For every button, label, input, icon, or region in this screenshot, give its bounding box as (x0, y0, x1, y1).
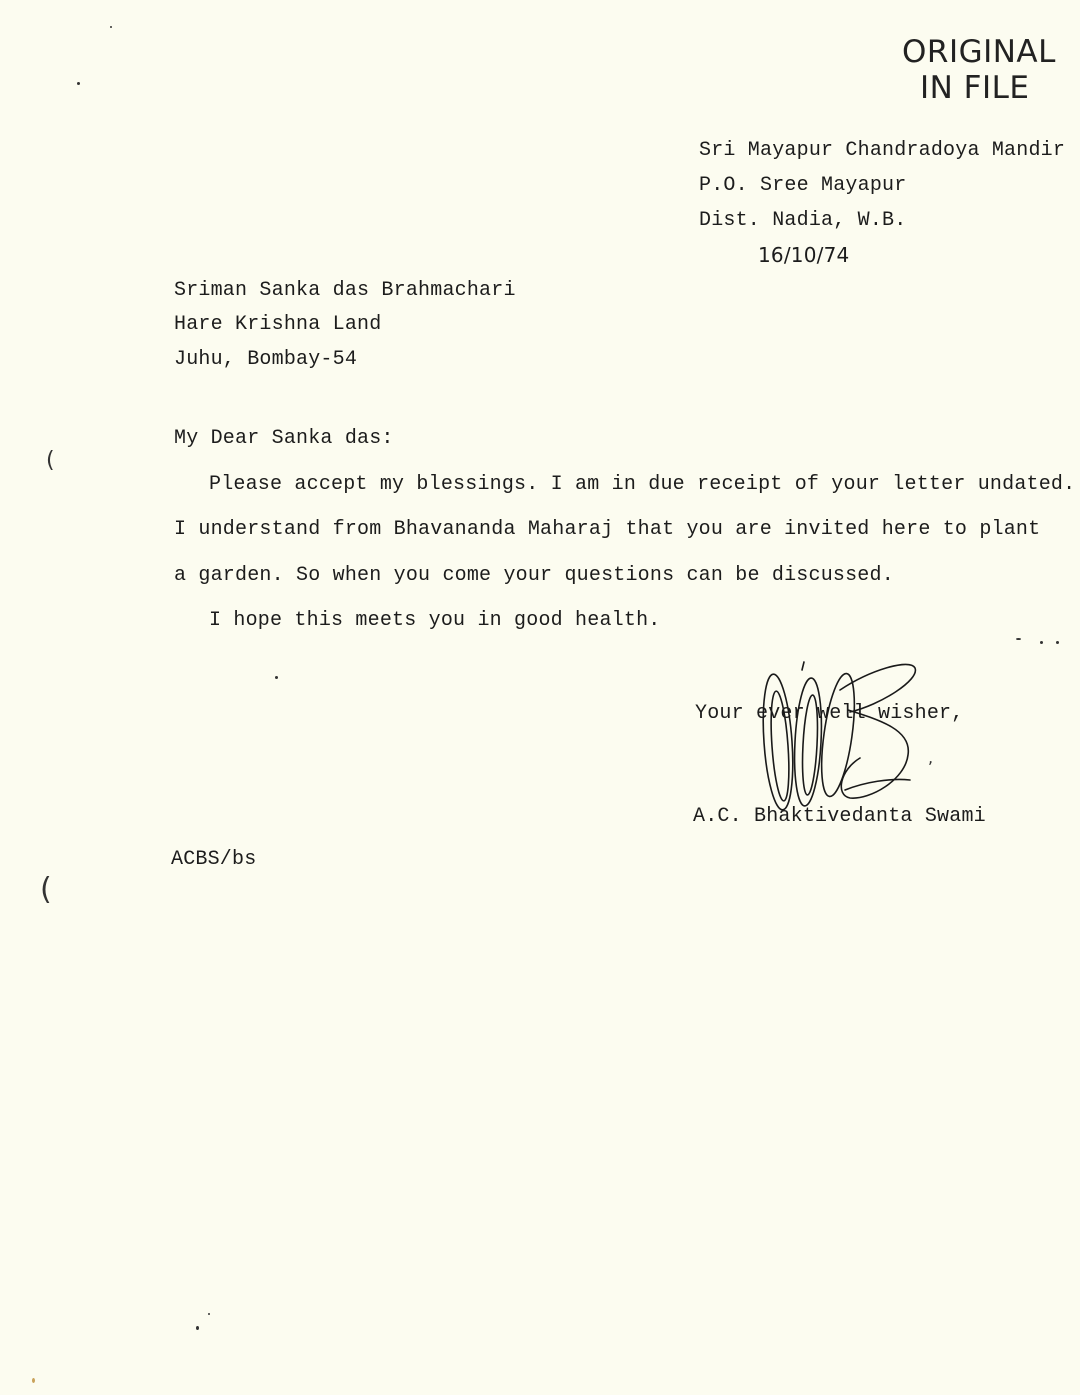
paper-speck (208, 1313, 210, 1315)
sender-address-line-1: Sri Mayapur Chandradoya Mandir (699, 139, 1066, 162)
stamp-line-1: ORIGINAL (902, 34, 1056, 70)
paper-speck (77, 82, 80, 85)
body-line-1: Please accept my blessings. I am in due receipt of your letter undated. (209, 473, 1076, 496)
sender-address-line-2: P.O. Sree Mayapur (699, 174, 907, 197)
letter-date: 16/10/74 (758, 243, 850, 267)
paper-speck (1016, 638, 1021, 640)
ink-mark: , (928, 748, 934, 767)
paper-speck (1040, 641, 1043, 644)
reference-initials: ACBS/bs (171, 848, 257, 871)
body-line-3: a garden. So when you come your questions can be discussed. (174, 564, 894, 587)
margin-mark-1: ( (46, 448, 55, 473)
recipient-address-line-3: Juhu, Bombay-54 (174, 348, 358, 371)
paper-speck (196, 1326, 199, 1330)
body-line-4: I hope this meets you in good health. (209, 609, 661, 632)
salutation: My Dear Sanka das: (174, 427, 394, 450)
handwritten-signature (740, 650, 970, 825)
paper-speck (275, 676, 278, 679)
sender-address-line-3: Dist. Nadia, W.B. (699, 209, 907, 232)
paper-speck (1056, 641, 1059, 644)
margin-mark-2: ( (40, 872, 52, 907)
signatory-name: A.C. Bhaktivedanta Swami (693, 805, 986, 828)
original-in-file-stamp (902, 34, 1056, 106)
recipient-address-line-2: Hare Krishna Land (174, 313, 382, 336)
closing: Your ever well wisher, (695, 702, 964, 725)
stamp-line-2: IN FILE (920, 70, 1030, 106)
paper-speck (32, 1378, 35, 1383)
paper-speck (110, 26, 112, 28)
body-line-2: I understand from Bhavananda Maharaj that you are invited here to plant (174, 518, 1041, 541)
recipient-name: Sriman Sanka das Brahmachari (174, 279, 516, 302)
